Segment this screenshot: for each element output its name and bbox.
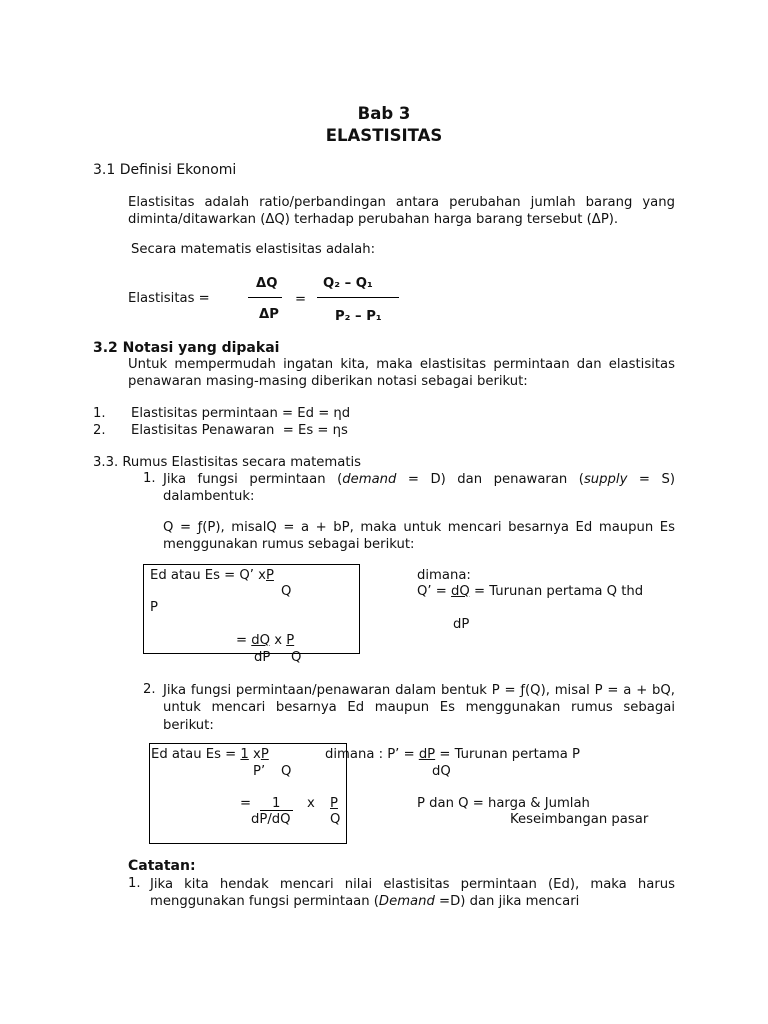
box2-dimana: dimana : P’ = dP = Turunan pertama P [325,747,580,762]
s33-item-1-text2: Q = ƒ(P), misalQ = a + bP, maka untuk mencari besarnya Ed maupun Es menggunakan rumus sebagai berikut: [163,520,675,553]
s32-paragraph: Untuk mempermudah ingatan kita, maka elastisitas permintaan dan elastisitas penawaran masing-masing diberikan notasi sebagai berikut: [128,357,675,390]
s31-paragraph: Elastisitas adalah ratio/perbandingan antara perubahan jumlah barang yang diminta/ditawarkan (ΔQ) terhadap perubahan harga barang tersebut (ΔP). [128,195,675,228]
box2-one: 1 [272,796,281,811]
catatan-heading: Catatan: [128,858,196,874]
s33-item-1-text: Jika fungsi permintaan (demand = D) dan penawaran (supply = S) dalambentuk: [163,472,675,505]
box2-q2: Q [330,812,341,827]
section-3-3-heading: 3.3. Rumus Elastisitas secara matematis [93,455,362,470]
formula-den1: ΔP [259,307,279,322]
s32-item-2-num: 2. [93,423,106,438]
box2-pprime: P’ [253,764,266,779]
box1-q2: Q [291,650,302,665]
formula-label: Elastisitas = [128,291,210,306]
s33-item-1-num: 1. [143,471,156,486]
catatan-item-text: Jika kita hendak mencari nilai elastisitas permintaan (Ed), maka harus menggunakan fungsi permintaan (Demand =D) dan jika mencari [150,877,675,910]
box2-dq: dQ [432,764,451,779]
box1-line1: Ed atau Es = Q’ xP [150,568,274,583]
box2-times: x [307,796,315,811]
box2-kesimbangan: Keseimbangan pasar [510,812,649,827]
box2-eq: = [240,796,252,811]
box1-dp: dP [254,650,271,665]
box1-line4: = dQ x P [236,633,295,648]
s31-intro: Secara matematis elastisitas adalah: [131,242,376,257]
s32-item-2-text: Elastisitas Penawaran = Es = ηs [131,423,348,438]
section-3-1-heading: 3.1 Definisi Ekonomi [93,162,237,178]
s32-item-1-num: 1. [93,406,106,421]
chapter-title: ELASTISITAS [325,126,443,145]
section-3-2-heading: 3.2 Notasi yang dipakai [93,340,280,356]
box2-q: Q [281,764,292,779]
formula-fraction-bar-1 [248,297,282,298]
chapter-number: Bab 3 [357,104,411,123]
catatan-item-num: 1. [128,876,141,891]
box1-p: P [150,600,158,615]
s32-item-1-text: Elastisitas permintaan = Ed = ηd [131,406,351,421]
formula-num1: ΔQ [256,276,278,291]
dimana1-dp: dP [453,617,470,632]
formula-eq: = [295,292,307,307]
box2-p2: P [330,796,338,811]
formula-fraction-bar-2 [317,297,399,298]
formula-den2: P₂ – P₁ [335,309,382,324]
s33-item-2-text: Jika fungsi permintaan/penawaran dalam bentuk P = ƒ(Q), misal P = a + bQ, untuk mencari besarnya Ed maupun Es menggunakan rumus sebagai berikut: [163,683,675,733]
box1-q: Q [281,584,292,599]
box2-line1: Ed atau Es = 1 xP [151,747,269,762]
dimana1-label: dimana: [417,568,471,583]
formula-num2: Q₂ – Q₁ [323,276,373,291]
s33-item-2-num: 2. [143,682,156,697]
dimana1-line2: Q’ = dQ = Turunan pertama Q thd [417,584,644,599]
box2-dpdq: dP/dQ [251,812,291,827]
box2-pdanq: P dan Q = harga & Jumlah [417,796,590,811]
